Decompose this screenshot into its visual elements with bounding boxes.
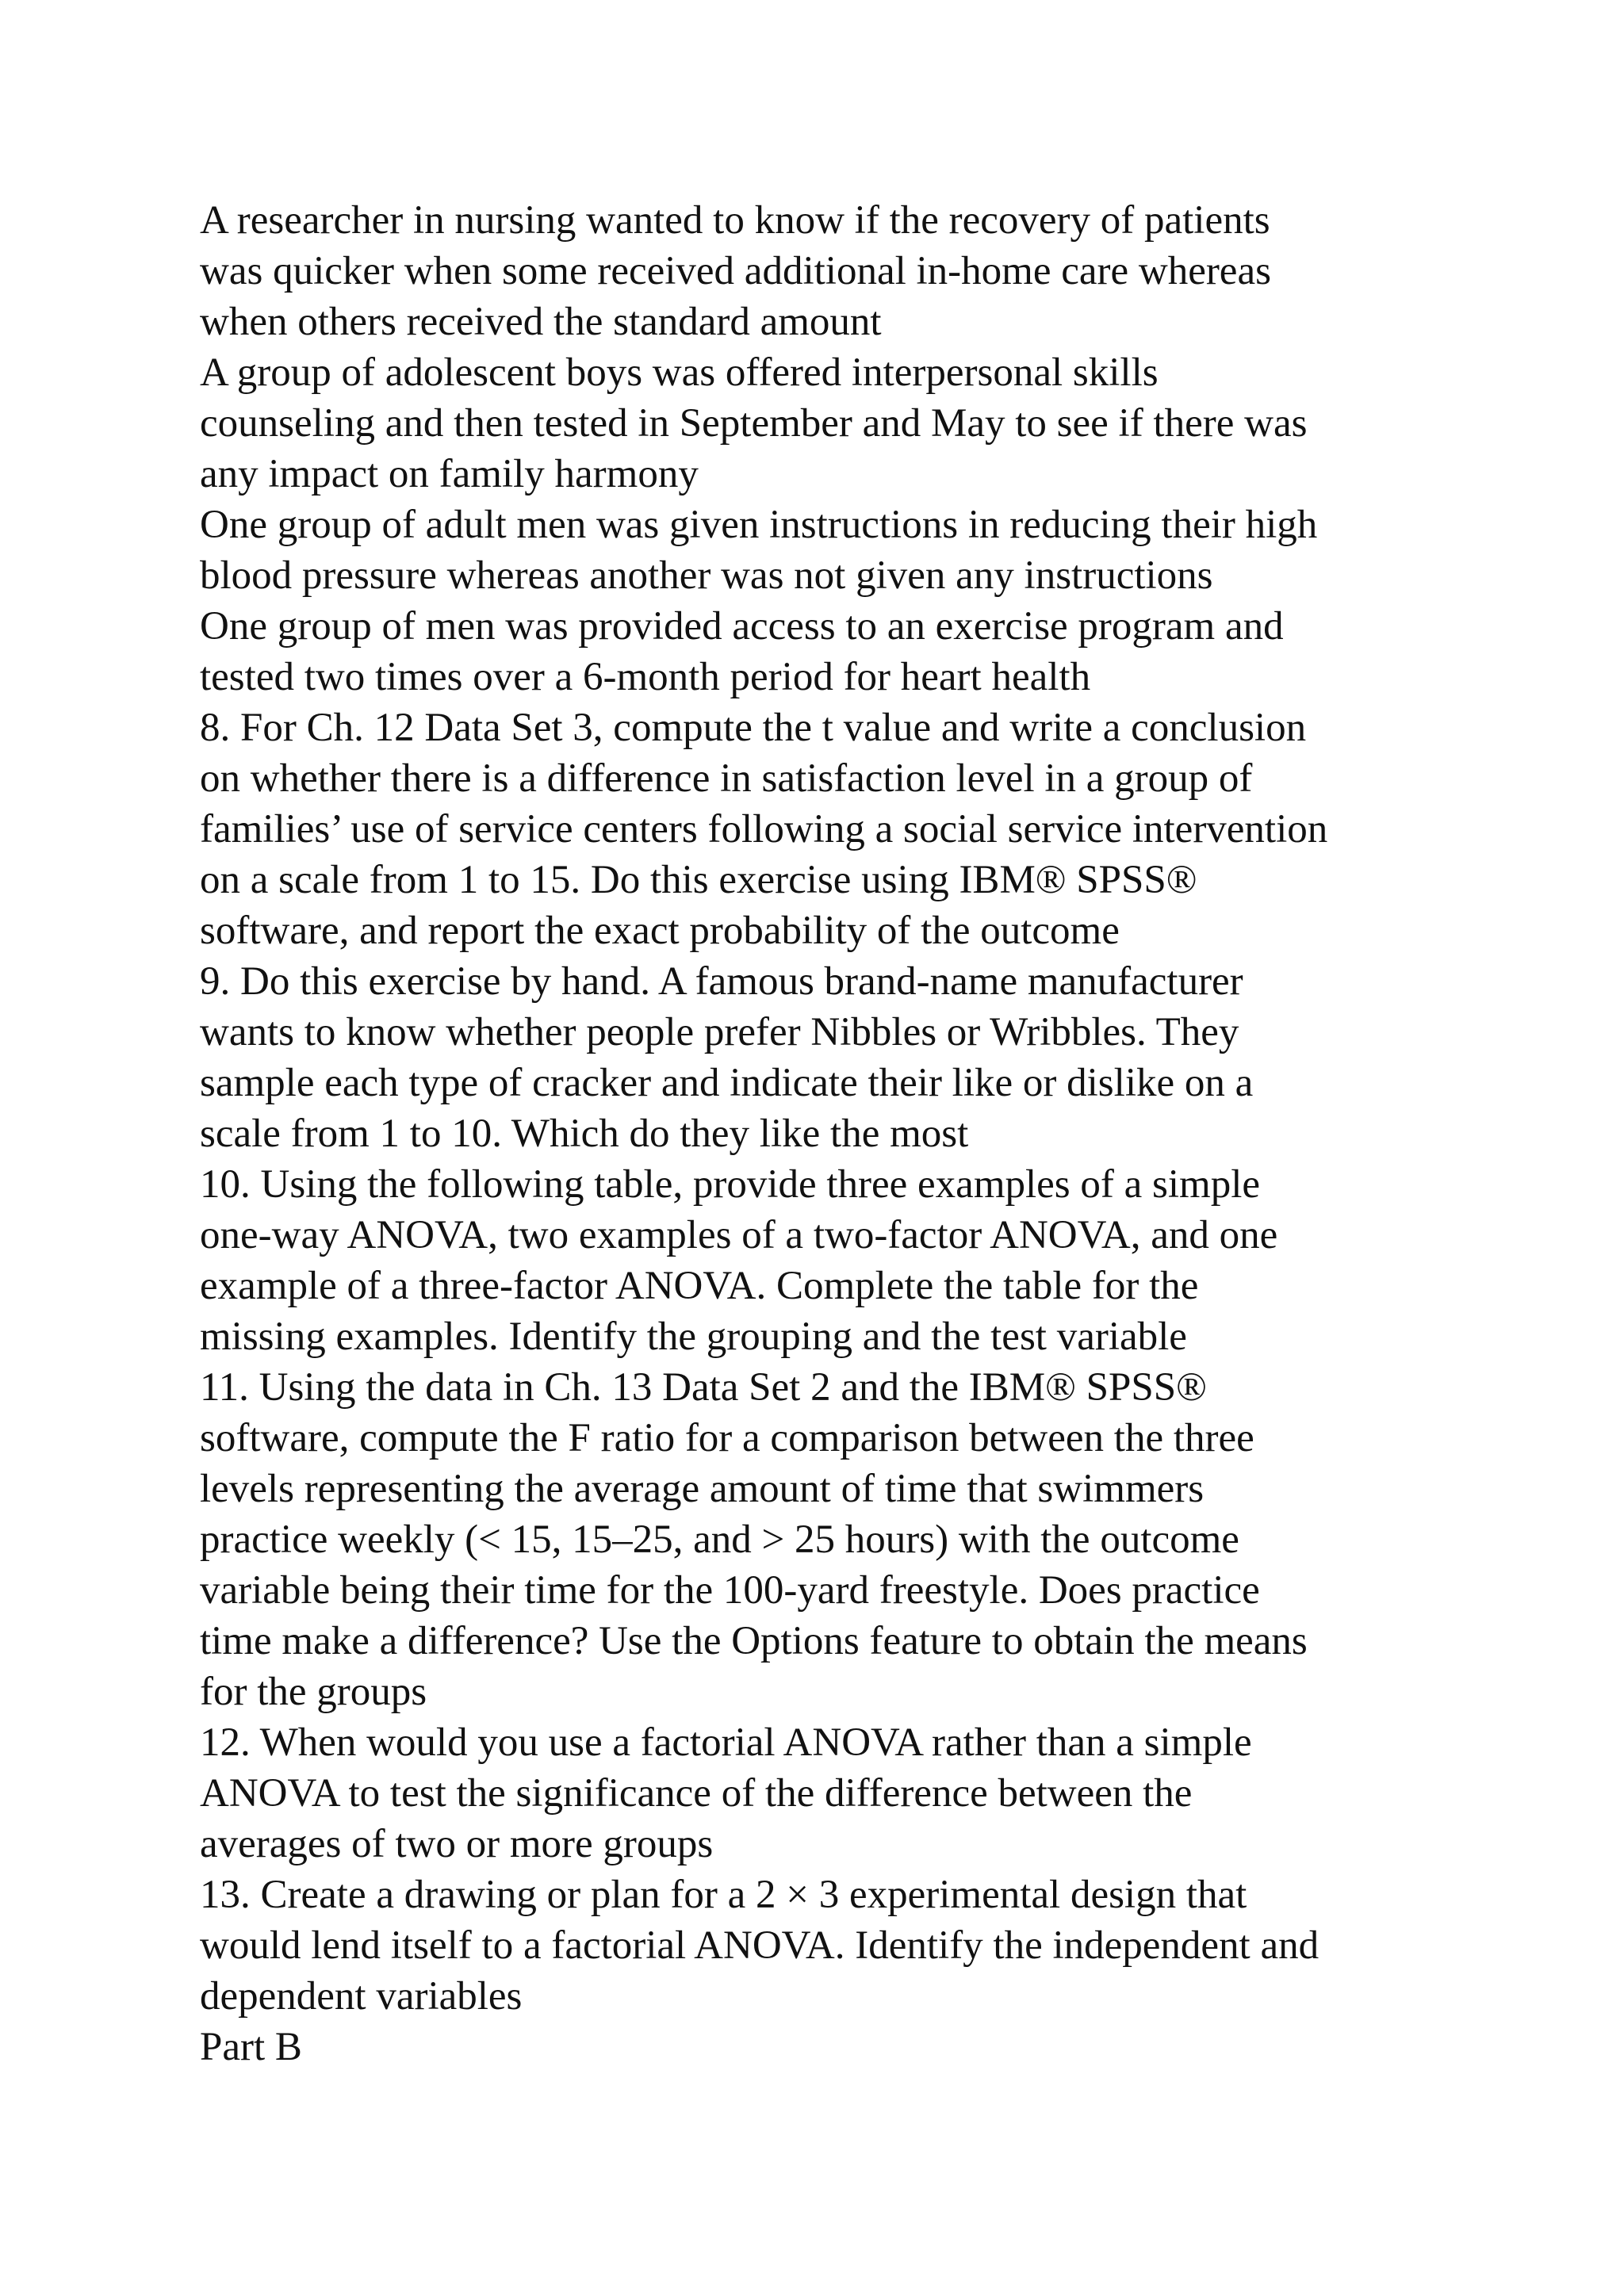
text-line: 11. Using the data in Ch. 13 Data Set 2 and the IBM® SPSS® — [200, 1365, 1207, 1410]
text-line: scale from 1 to 10. Which do they like the most — [200, 1112, 969, 1156]
text-line: blood pressure whereas another was not given any instructions — [200, 553, 1213, 598]
text-line: variable being their time for the 100-yard freestyle. Does practice — [200, 1568, 1260, 1613]
text-line: example of a three-factor ANOVA. Complete the table for the — [200, 1264, 1199, 1308]
text-line: missing examples. Identify the grouping and the test variable — [200, 1314, 1187, 1359]
text-line: families’ use of service centers following a social service intervention — [200, 807, 1328, 851]
text-line: software, compute the F ratio for a comparison between the three — [200, 1416, 1254, 1460]
text-line: would lend itself to a factorial ANOVA. Identify the independent and — [200, 1923, 1320, 1968]
text-line: any impact on family harmony — [200, 452, 699, 496]
text-line: One group of adult men was given instructions in reducing their high — [200, 503, 1318, 547]
text-line: 13. Create a drawing or plan for a 2 × 3 experimental design that — [200, 1873, 1247, 1917]
text-line: A researcher in nursing wanted to know if the recovery of patients — [200, 198, 1270, 243]
text-line: levels representing the average amount of time that swimmers — [200, 1467, 1205, 1511]
text-line: counseling and then tested in September and May to see if there was — [200, 401, 1308, 446]
text-line: 10. Using the following table, provide three examples of a simple — [200, 1162, 1261, 1207]
text-line: time make a difference? Use the Options feature to obtain the means — [200, 1619, 1308, 1663]
text-line: 9. Do this exercise by hand. A famous brand-name manufacturer — [200, 959, 1243, 1004]
text-line: was quicker when some received additional in-home care whereas — [200, 249, 1271, 293]
text-line: when others received the standard amount — [200, 300, 882, 344]
text-line: sample each type of cracker and indicate their like or dislike on a — [200, 1061, 1254, 1105]
text-line: for the groups — [200, 1670, 427, 1714]
text-line: tested two times over a 6-month period for heart health — [200, 655, 1091, 699]
text-line: one-way ANOVA, two examples of a two-factor ANOVA, and one — [200, 1213, 1278, 1257]
text-line: A group of adolescent boys was offered interpersonal skills — [200, 350, 1159, 395]
text-line: 8. For Ch. 12 Data Set 3, compute the t value and write a conclusion — [200, 706, 1307, 750]
text-line: practice weekly (< 15, 15–25, and > 25 hours) with the outcome — [200, 1517, 1239, 1562]
document-body — [200, 195, 1484, 2072]
text-line: wants to know whether people prefer Nibbles or Wribbles. They — [200, 1010, 1239, 1054]
text-line: software, and report the exact probability of the outcome — [200, 909, 1120, 953]
section-heading-part-b: Part B — [200, 2025, 302, 2069]
text-line: One group of men was provided access to an exercise program and — [200, 604, 1284, 649]
text-line: averages of two or more groups — [200, 1822, 714, 1866]
text-line: ANOVA to test the significance of the difference between the — [200, 1771, 1193, 1816]
text-line: on whether there is a difference in satisfaction level in a group of — [200, 756, 1253, 801]
text-line: dependent variables — [200, 1974, 523, 2019]
text-line: on a scale from 1 to 15. Do this exercise using IBM® SPSS® — [200, 858, 1197, 902]
text-line: 12. When would you use a factorial ANOVA rather than a simple — [200, 1720, 1252, 1765]
